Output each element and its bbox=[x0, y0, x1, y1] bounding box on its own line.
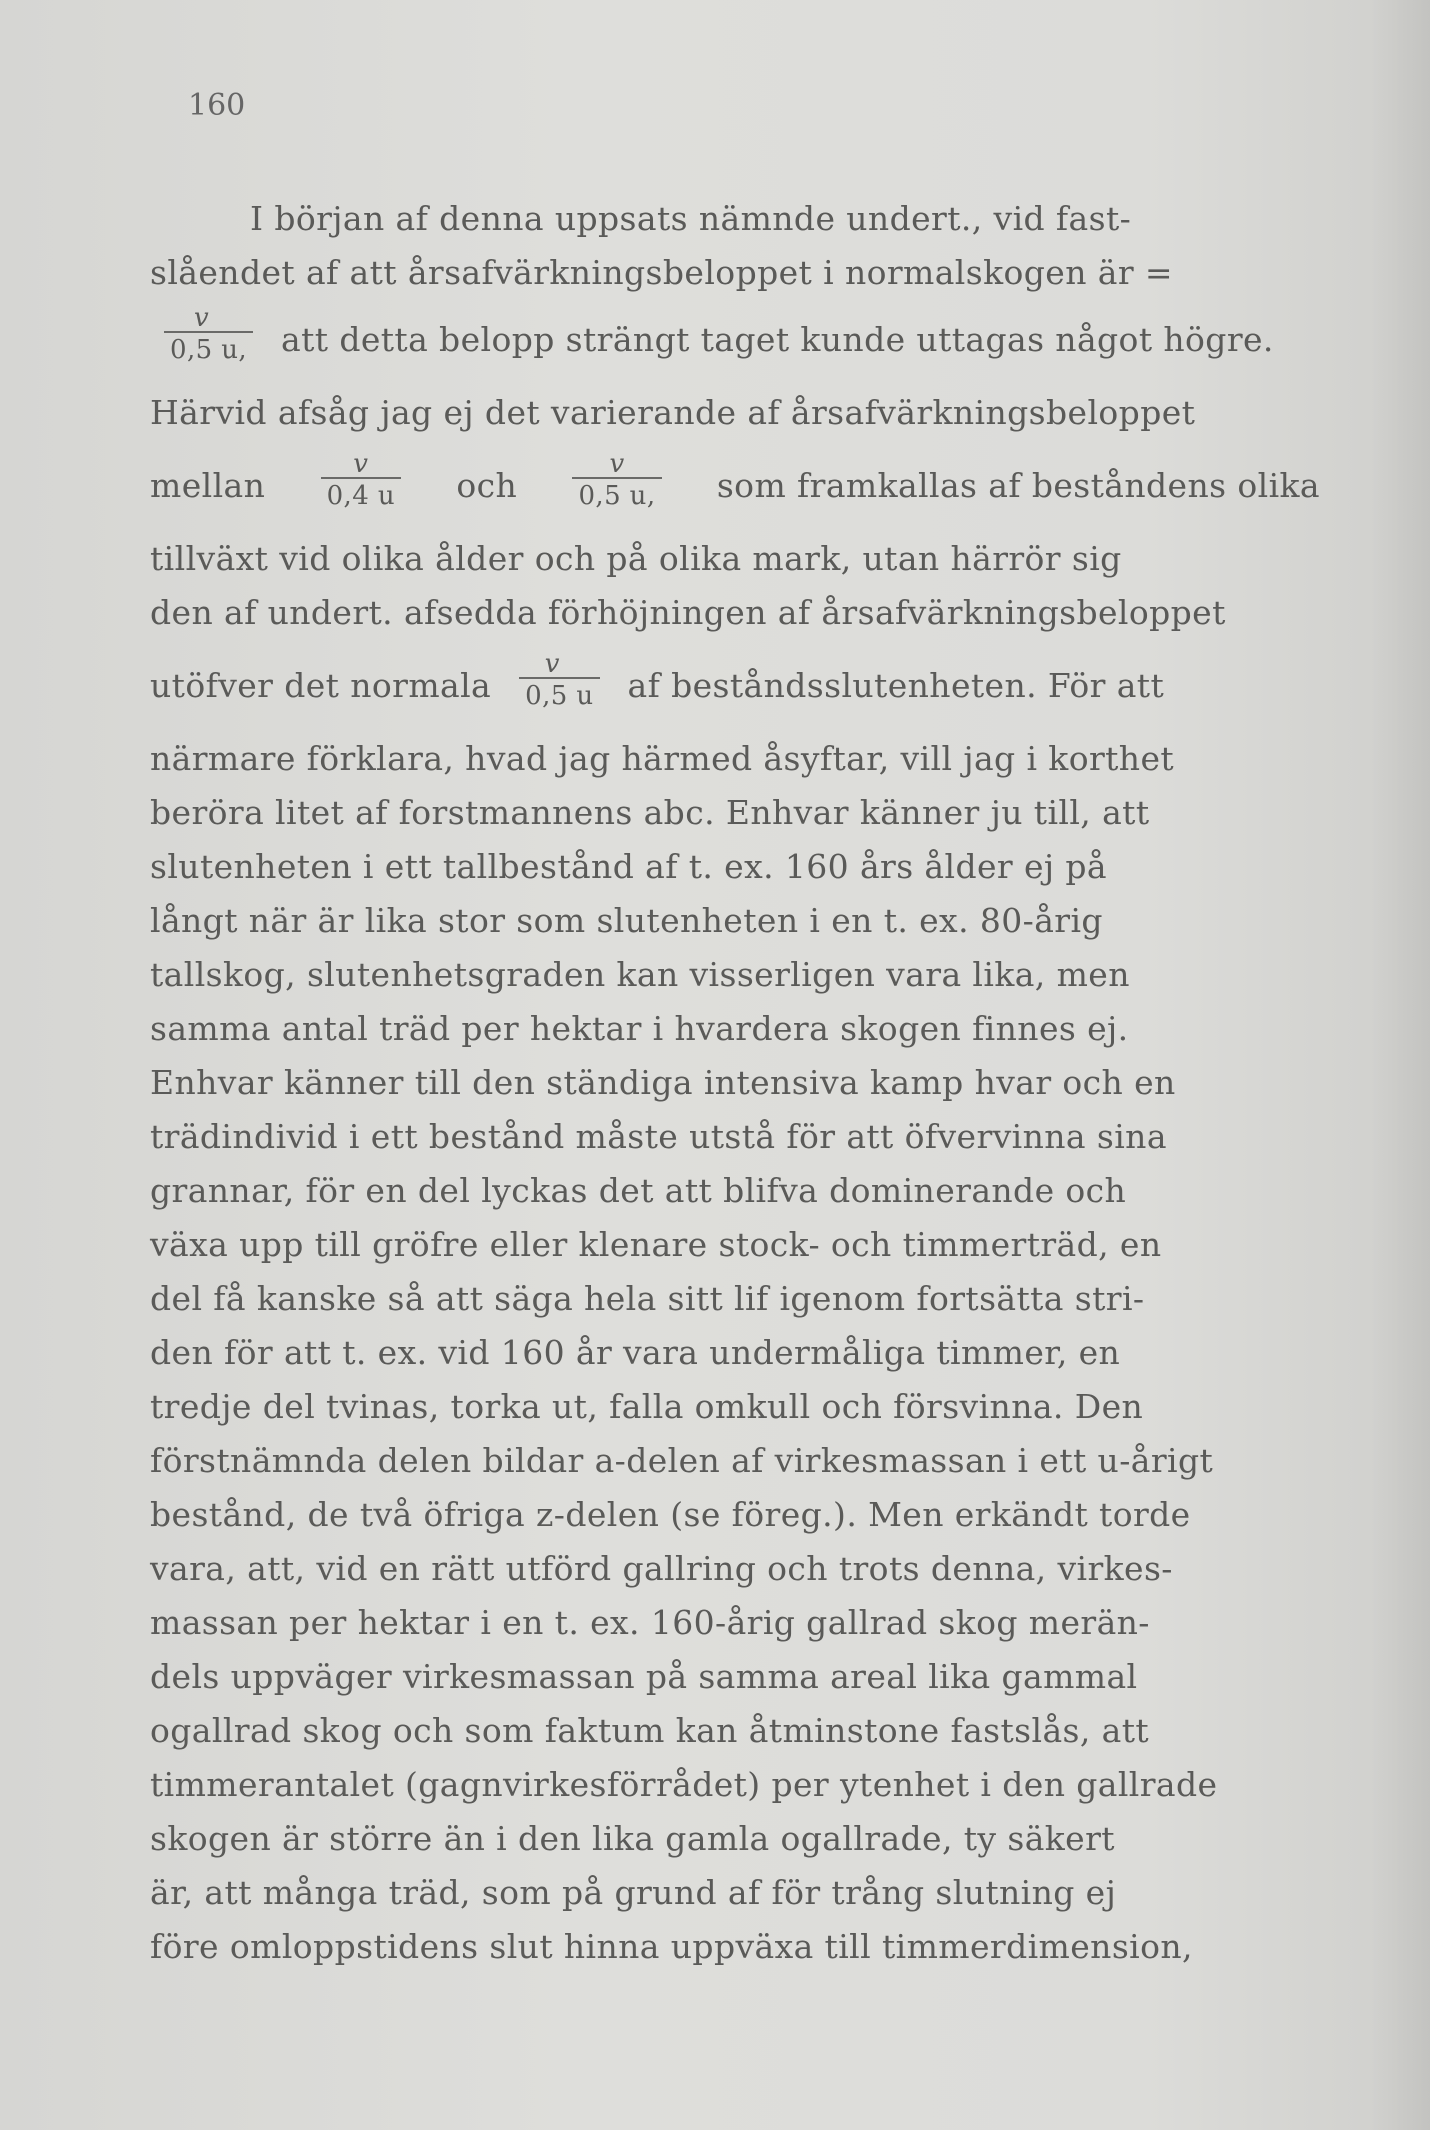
text-line bbox=[150, 1704, 1320, 1758]
text-line bbox=[150, 894, 1320, 948]
line-text: mellan bbox=[150, 466, 266, 505]
fraction-denominator: 0,4 u bbox=[321, 477, 401, 509]
text-line bbox=[150, 246, 1320, 300]
fraction bbox=[572, 451, 661, 509]
text-line bbox=[150, 786, 1320, 840]
line-text: dels uppväger virkesmassan på samma areal lika gammal bbox=[150, 1657, 1138, 1696]
line-text: som framkallas af beståndens olika bbox=[716, 466, 1320, 505]
text-line bbox=[150, 1758, 1320, 1812]
line-text: den för att t. ex. vid 160 år vara undermåliga timmer, en bbox=[150, 1333, 1121, 1372]
line-text: närmare förklara, hvad jag härmed åsyftar, vill jag i korthet bbox=[150, 739, 1175, 778]
line-text: förstnämnda delen bildar a-delen af virkesmassan i ett u-årigt bbox=[150, 1441, 1214, 1480]
line-text: skogen är större än i den lika gamla ogallrade, ty säkert bbox=[150, 1819, 1115, 1858]
text-line bbox=[150, 948, 1320, 1002]
line-text: grannar, för en del lyckas det att blifva dominerande och bbox=[150, 1171, 1127, 1210]
text-line bbox=[150, 1650, 1320, 1704]
line-text: vara, att, vid en rätt utförd gallring och trots denna, virkes- bbox=[150, 1549, 1173, 1588]
text-line bbox=[150, 1164, 1320, 1218]
fraction bbox=[150, 305, 253, 363]
text-line bbox=[150, 586, 1320, 640]
line-text: utöfver det normala bbox=[150, 666, 492, 705]
fraction-numerator: v bbox=[193, 303, 210, 333]
line-text: samma antal träd per hektar i hvardera skogen finnes ej. bbox=[150, 1009, 1129, 1048]
text-line bbox=[150, 532, 1320, 586]
fraction-numerator: v bbox=[544, 649, 560, 679]
fraction-denominator: 0,5 u, bbox=[164, 331, 253, 363]
text-line-with-fraction bbox=[150, 640, 1320, 732]
line-text: af beståndsslutenheten. För att bbox=[627, 666, 1165, 705]
text-line bbox=[150, 1326, 1320, 1380]
line-text: Härvid afsåg jag ej det varierande af årsafvärkningsbeloppet bbox=[150, 393, 1196, 432]
line-text: timmerantalet (gagnvirkesförrådet) per ytenhet i den gallrade bbox=[150, 1765, 1218, 1804]
line-text: tillväxt vid olika ålder och på olika mark, utan härrör sig bbox=[150, 539, 1122, 578]
text-line bbox=[150, 1488, 1320, 1542]
text-line-with-fraction bbox=[150, 440, 1320, 532]
fraction-denominator: 0,5 u bbox=[519, 677, 599, 709]
fraction bbox=[505, 651, 599, 709]
line-text: del få kanske så att säga hela sitt lif igenom fortsätta stri- bbox=[150, 1279, 1145, 1318]
text-line bbox=[150, 1542, 1320, 1596]
line-text: att detta belopp strängt taget kunde uttagas något högre. bbox=[281, 320, 1274, 359]
text-line bbox=[150, 192, 1320, 246]
line-text: är, att många träd, som på grund af för trång slutning ej bbox=[150, 1873, 1117, 1912]
text-line bbox=[150, 1218, 1320, 1272]
line-text: före omloppstidens slut hinna uppväxa till timmerdimension, bbox=[150, 1927, 1193, 1966]
text-line bbox=[150, 1596, 1320, 1650]
line-text: tallskog, slutenhetsgraden kan visserligen vara lika, men bbox=[150, 955, 1130, 994]
text-line bbox=[150, 1002, 1320, 1056]
line-text: trädindivid i ett bestånd måste utstå för att öfvervinna sina bbox=[150, 1117, 1167, 1156]
line-text: massan per hektar i en t. ex. 160-årig gallrad skog merän- bbox=[150, 1603, 1150, 1642]
page-edge-shadow bbox=[1370, 0, 1430, 2130]
line-text: Enhvar känner till den ständiga intensiva kamp hvar och en bbox=[150, 1063, 1176, 1102]
fraction-denominator: 0,5 u, bbox=[572, 477, 661, 509]
fraction-numerator: v bbox=[353, 449, 369, 479]
line-text: beröra litet af forstmannens abc. Enhvar känner ju till, att bbox=[150, 793, 1150, 832]
line-text: tredje del tvinas, torka ut, falla omkull och försvinna. Den bbox=[150, 1387, 1144, 1426]
line-text: ogallrad skog och som faktum kan åtminstone fastslås, att bbox=[150, 1711, 1150, 1750]
line-text: I början af denna uppsats nämnde undert., vid fast- bbox=[250, 199, 1132, 238]
text-line-with-fraction bbox=[150, 294, 1320, 386]
text-line bbox=[150, 1920, 1320, 1974]
line-text: den af undert. afsedda förhöjningen af årsafvärkningsbeloppet bbox=[150, 593, 1226, 632]
body-text bbox=[150, 192, 1320, 1974]
text-line bbox=[150, 840, 1320, 894]
fraction-numerator: v bbox=[609, 449, 625, 479]
line-text: växa upp till gröfre eller klenare stock- och timmerträd, en bbox=[150, 1225, 1162, 1264]
line-text: slåendet af att årsafvärkningsbeloppet i normalskogen är = bbox=[150, 253, 1173, 292]
fraction bbox=[321, 451, 401, 509]
text-line bbox=[150, 1110, 1320, 1164]
line-text: långt när är lika stor som slutenheten i en t. ex. 80-årig bbox=[150, 901, 1103, 940]
text-line bbox=[150, 1272, 1320, 1326]
text-line bbox=[150, 1866, 1320, 1920]
line-text: bestånd, de två öfriga z-delen (se föreg.). Men erkändt torde bbox=[150, 1495, 1191, 1534]
text-line bbox=[150, 1434, 1320, 1488]
line-text: och bbox=[456, 466, 518, 505]
text-line bbox=[150, 1056, 1320, 1110]
text-line bbox=[150, 732, 1320, 786]
text-line bbox=[150, 386, 1320, 440]
text-line bbox=[150, 1380, 1320, 1434]
page-number: 160 bbox=[188, 88, 246, 123]
text-line bbox=[150, 1812, 1320, 1866]
line-text: slutenheten i ett tallbestånd af t. ex. 160 års ålder ej på bbox=[150, 847, 1108, 886]
